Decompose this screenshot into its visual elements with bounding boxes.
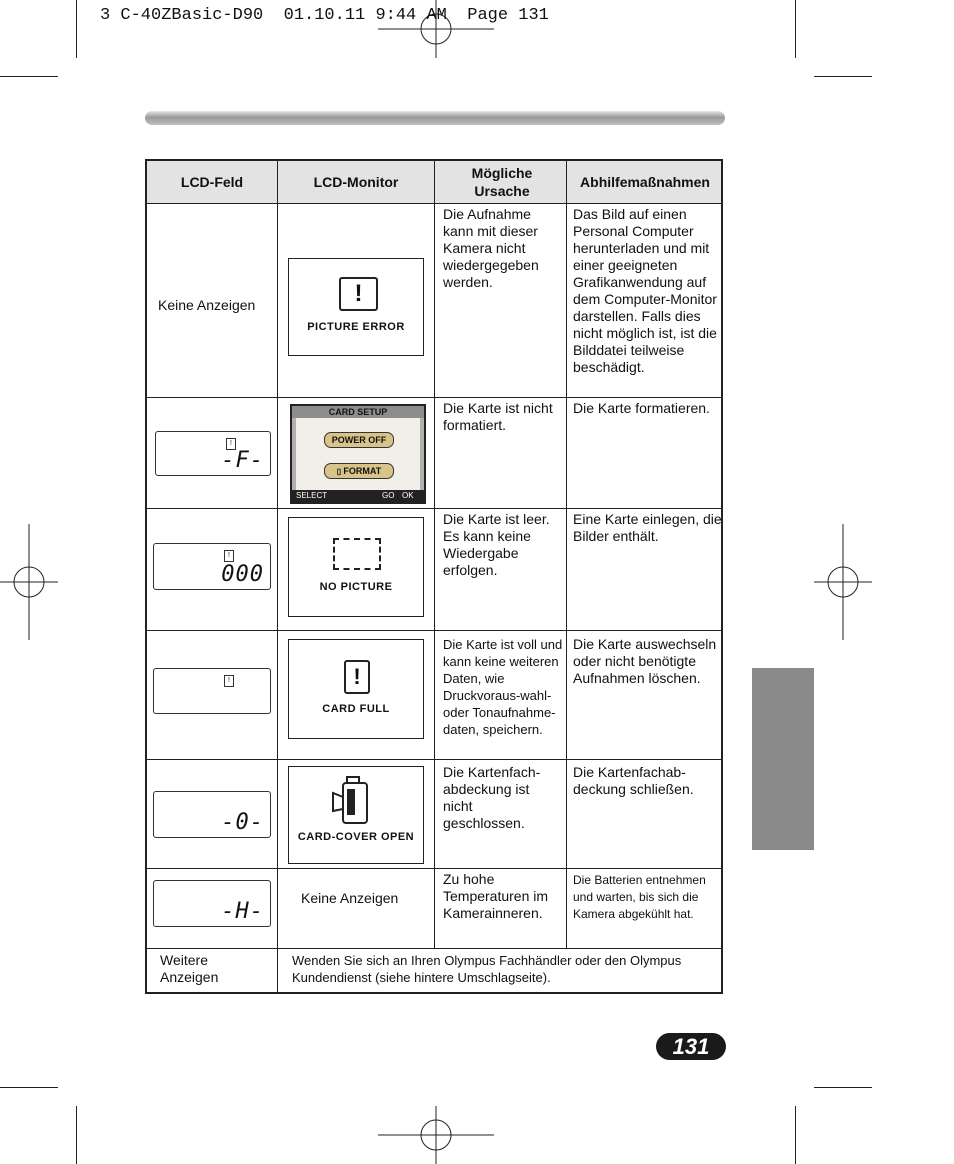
- footer-label: Weitere Anzeigen: [160, 952, 219, 985]
- monitor-card-cover-open: [288, 766, 424, 864]
- card-icon: !: [224, 675, 234, 687]
- row-divider: [147, 759, 723, 760]
- remedy-text: Das Bild auf einen Personal Computer herunterladen und mit einer geeigneten Grafikanwendung auf dem Computer-Monitor darstellen. Falls dies nicht möglich ist, ist die Bilddatei teilweise beschädigt.: [573, 206, 717, 375]
- lcd-panel: [153, 668, 271, 714]
- lcd-segment: -0-: [221, 810, 264, 835]
- lcd-panel: [155, 431, 271, 476]
- monitor-footer: [292, 490, 424, 502]
- header-remedy: Abhilfemaßnahmen: [580, 174, 710, 190]
- lcd-segment: -F-: [221, 448, 264, 473]
- select-label: SELECT: [296, 491, 328, 500]
- header-lcd-monitor: LCD-Monitor: [313, 174, 399, 190]
- monitor-caption: CARD FULL: [322, 703, 390, 715]
- page-number-badge: [656, 1033, 726, 1060]
- lcd-panel: [153, 880, 271, 927]
- monitor-no-picture: [288, 517, 424, 617]
- card-icon: !: [226, 438, 236, 450]
- monitor-text: Keine Anzeigen: [301, 890, 399, 906]
- go-label: GO: [382, 491, 395, 500]
- cause-text: Die Karte ist nicht formatiert.: [443, 400, 553, 433]
- remedy-text: Eine Karte einlegen, die Bilder enthält.: [573, 511, 722, 544]
- row-divider: [147, 868, 723, 869]
- footer-text: Wenden Sie sich an Ihren Olympus Fachhändler oder den Olympus Kundendienst (siehe hintere Umschlagseite).: [292, 953, 682, 985]
- lcd-panel: [153, 791, 271, 838]
- remedy-text: Die Batterien entnehmen und warten, bis sich die Kamera abgekühlt hat.: [573, 873, 706, 921]
- chapter-tab: [752, 668, 814, 850]
- row-divider: [147, 630, 723, 631]
- header-bar: [145, 111, 725, 125]
- row-divider: [147, 397, 723, 398]
- camera-icon: [329, 775, 379, 827]
- card-warning-icon: !: [344, 660, 370, 694]
- header-lcd-field: LCD-Feld: [180, 174, 244, 190]
- cause-text: Die Kartenfach-abdeckung ist nicht geschlossen.: [443, 764, 541, 831]
- monitor-caption: PICTURE ERROR: [307, 321, 405, 333]
- monitor-picture-error: [288, 258, 424, 356]
- monitor-caption: CARD-COVER OPEN: [297, 831, 415, 843]
- page-number: 131: [672, 1034, 710, 1059]
- card-icon: !: [224, 550, 234, 562]
- remedy-text: Die Karte formatieren.: [573, 400, 710, 416]
- cause-text: Die Aufnahme kann mit dieser Kamera nicht wiedergegeben werden.: [443, 206, 539, 290]
- format-button: ▯ FORMAT: [324, 463, 394, 479]
- lcd-field-text: Keine Anzeigen: [158, 297, 256, 313]
- format-label: FORMAT: [343, 466, 382, 476]
- remedy-text: Die Kartenfachab-deckung schließen.: [573, 764, 694, 797]
- monitor-caption: NO PICTURE: [319, 581, 393, 593]
- header-cause: Mögliche Ursache: [471, 165, 533, 199]
- print-slug: 3 C-40ZBasic-D90 01.10.11 9:44 AM Page 131: [100, 6, 549, 25]
- cause-text: Die Karte ist leer. Es kann keine Wiedergabe erfolgen.: [443, 511, 550, 578]
- power-off-button: POWER OFF: [324, 432, 394, 448]
- lcd-segment: -H-: [221, 899, 264, 924]
- empty-frame-icon: [333, 538, 381, 570]
- warning-icon: !: [339, 277, 378, 311]
- column-divider: [277, 948, 278, 994]
- row-divider: [147, 948, 723, 949]
- remedy-text: Die Karte auswechseln oder nicht benötigte Aufnahmen löschen.: [573, 636, 717, 686]
- cause-text: Zu hohe Temperaturen im Kamerainneren.: [443, 871, 549, 921]
- monitor-title: CARD SETUP: [292, 406, 424, 418]
- column-divider: [434, 161, 435, 948]
- row-divider: [147, 203, 723, 204]
- row-divider: [147, 508, 723, 509]
- column-divider: [566, 161, 567, 948]
- column-divider: [277, 161, 278, 948]
- monitor-card-full: [288, 639, 424, 739]
- monitor-card-setup: [290, 404, 426, 504]
- cause-text: Die Karte ist voll und kann keine weiteren Daten, wie Druckvoraus-wahl- oder Tonaufnahme-daten, speichern.: [443, 637, 563, 737]
- lcd-segment: 000: [221, 562, 264, 587]
- monitor-screen: [296, 418, 420, 490]
- lcd-panel: [153, 543, 271, 590]
- ok-label: OK: [402, 491, 414, 500]
- troubleshooting-table: [145, 159, 723, 994]
